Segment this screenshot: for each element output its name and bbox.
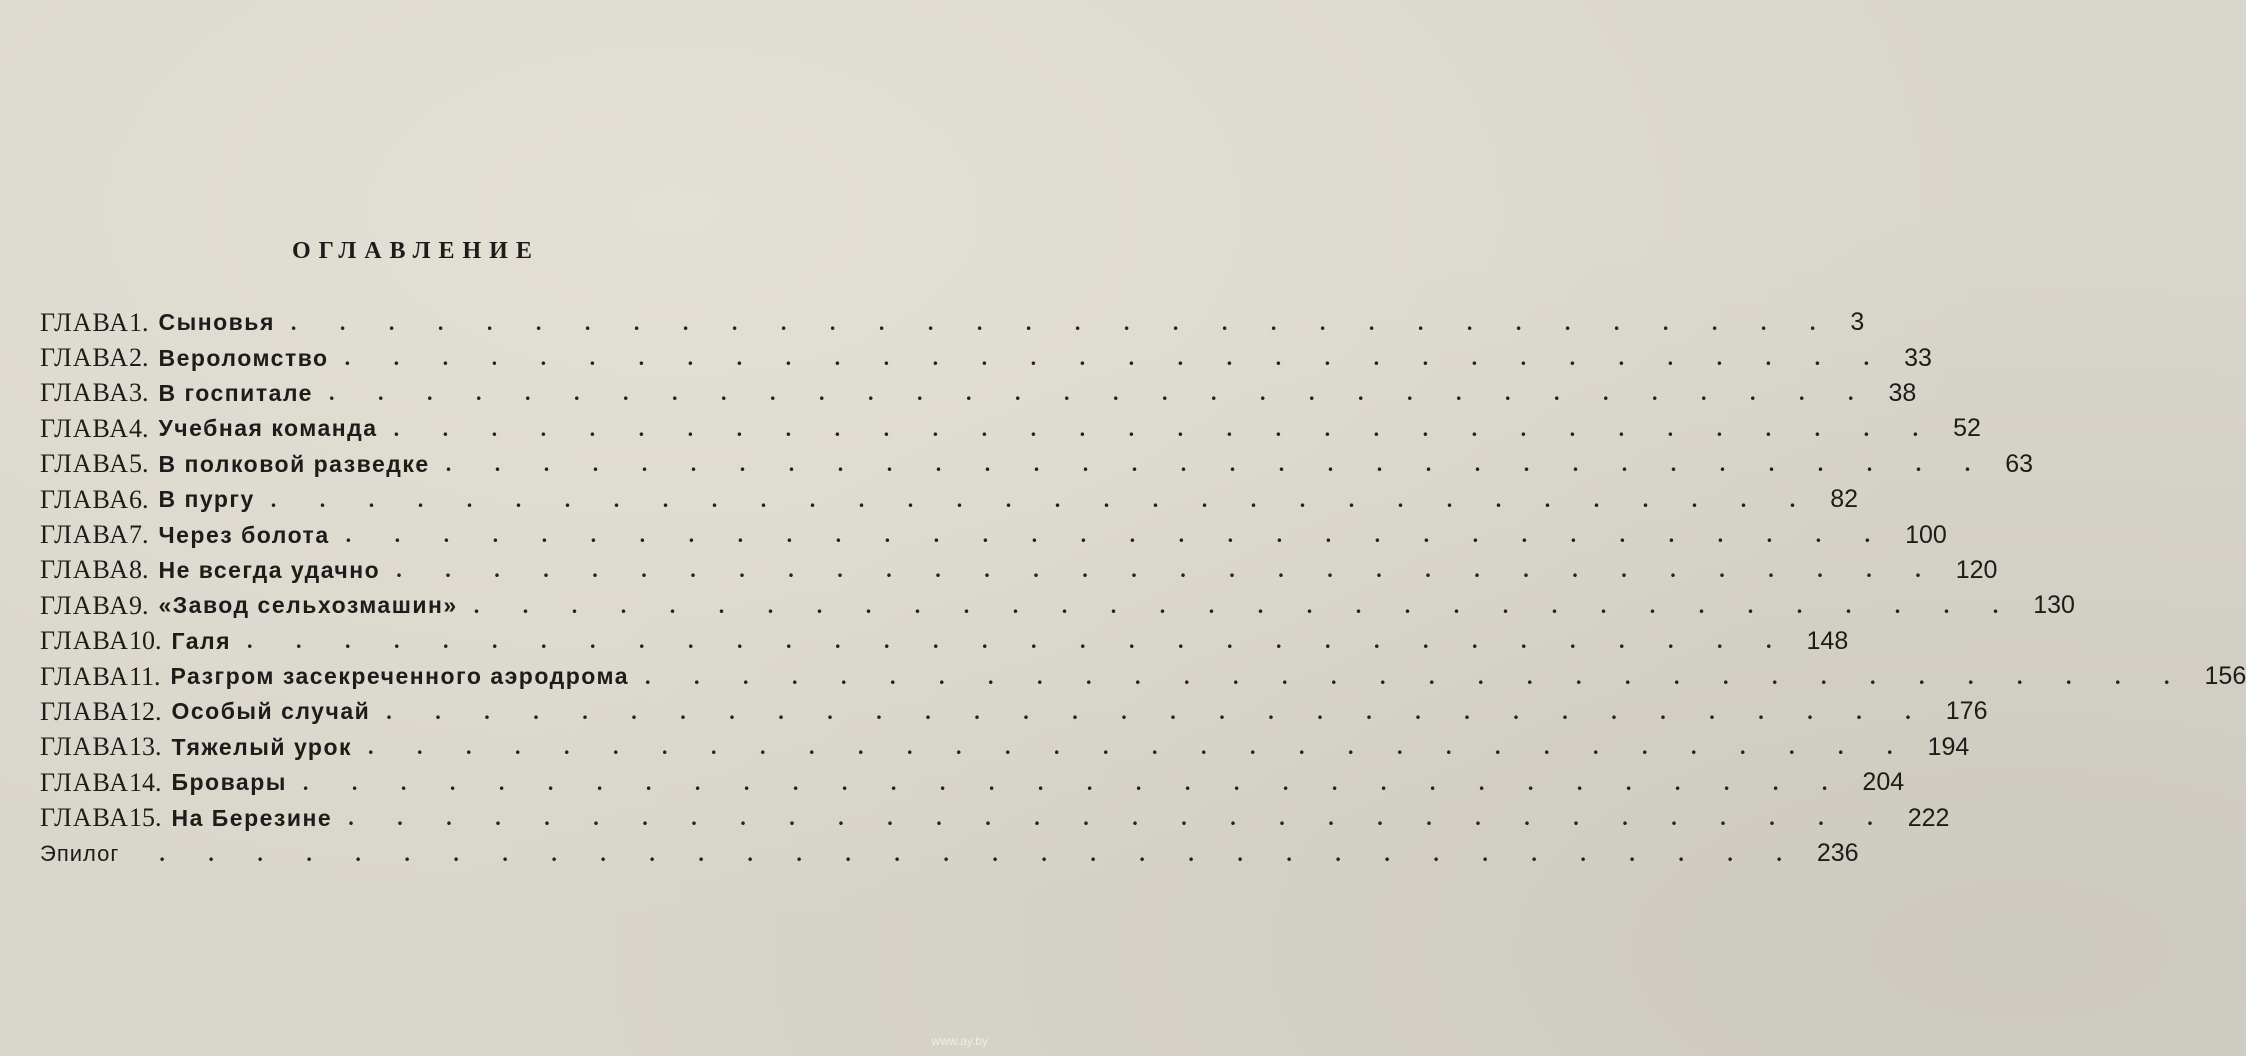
toc-entry	[40, 800, 1950, 835]
toc-entry	[40, 305, 1865, 340]
toc-entry	[40, 624, 1849, 659]
chapter-title: Тяжелый урок	[171, 733, 353, 760]
chapter-label: ГЛАВА	[40, 307, 129, 337]
chapter-label: ГЛАВА	[40, 661, 129, 691]
chapter-number: 1.	[128, 307, 149, 337]
toc-entry	[40, 482, 1859, 517]
chapter-number: 13.	[128, 732, 162, 762]
dot-leader: . . . . . . . . . . . . . . . . . . . . . . . . . . . . . . . .	[445, 451, 1990, 477]
chapter-label: ГЛАВА	[40, 696, 129, 726]
chapter-number: 4.	[128, 413, 149, 443]
dot-leader: . . . . . . . . . . . . . . . . . . . . . . . . . . . . . . . .	[396, 557, 1940, 583]
page-number: 52	[1953, 414, 1981, 443]
chapter-number: 12.	[128, 696, 162, 726]
page-number: 204	[1862, 768, 1905, 797]
chapter-number: 6.	[128, 484, 149, 514]
chapter-title: Вероломство	[158, 344, 329, 371]
page-number: 130	[2033, 591, 2075, 620]
toc-entry	[40, 411, 1981, 446]
toc-entry-epilogue	[40, 836, 1859, 871]
chapter-title: Особый случай	[171, 698, 371, 725]
page-number: 194	[1927, 732, 1970, 761]
dot-leader: . . . . . . . . . . . . . . . . . . . . . . . . . . . . . . . .	[386, 698, 1930, 724]
dot-leader: . . . . . . . . . . . . . . . . . . . . . . . . . . . . . . . .	[645, 663, 2189, 689]
toc-entry	[40, 340, 1932, 375]
dot-leader: . . . . . . . . . . . . . . . . . . . . . . . . . . . . . . . .	[302, 769, 1847, 795]
chapter-label: ГЛАВА	[40, 520, 129, 550]
chapter-title: Галя	[171, 627, 232, 654]
chapter-title: В пургу	[158, 486, 255, 513]
page-number: 156	[2204, 662, 2246, 691]
chapter-number: 15.	[128, 803, 162, 833]
dot-leader: . . . . . . . . . . . . . . . . . . . . . . . . . . . . . . . .	[290, 309, 1835, 335]
dot-leader: . . . . . . . . . . . . . . . . . . . . . . . . . . . . . . . . . .	[159, 840, 1801, 866]
table-of-contents	[40, 305, 2246, 871]
chapter-number: 9.	[128, 590, 149, 620]
chapter-number: 3.	[128, 378, 149, 408]
page-number: 222	[1907, 803, 1950, 832]
dot-leader: . . . . . . . . . . . . . . . . . . . . . . . . . . . . . . . .	[328, 380, 1873, 406]
page-number: 82	[1830, 485, 1859, 514]
toc-entry	[40, 447, 2034, 482]
toc-entry	[40, 376, 1917, 411]
page-number: 38	[1888, 378, 1917, 407]
page-number: 100	[1905, 520, 1947, 549]
toc-entry	[40, 694, 1988, 729]
chapter-label: ГЛАВА	[40, 413, 129, 443]
dot-leader: . . . . . . . . . . . . . . . . . . . . . . . . . . . . . . . .	[344, 345, 1889, 371]
page-number: 33	[1904, 343, 1932, 372]
chapter-title: Учебная команда	[158, 415, 378, 442]
toc-entry	[40, 588, 2075, 623]
toc-entry	[40, 730, 1970, 765]
chapter-label: ГЛАВА	[40, 555, 129, 585]
chapter-label: ГЛАВА	[40, 484, 129, 514]
chapter-label: ГЛАВА	[40, 343, 129, 373]
chapter-number: 8.	[128, 555, 149, 585]
chapter-label: ГЛАВА	[40, 590, 129, 620]
page-number: 120	[1955, 555, 1998, 584]
toc-entry	[40, 553, 1998, 588]
page-number: 176	[1945, 697, 1988, 726]
chapter-title: Через болота	[158, 521, 330, 548]
chapter-title: Не всегда удачно	[158, 556, 381, 583]
dot-leader: . . . . . . . . . . . . . . . . . . . . . . . . . . . . . . . .	[368, 734, 1912, 760]
chapter-number: 10.	[128, 626, 162, 656]
chapter-label: ГЛАВА	[40, 767, 129, 797]
chapter-title: На Березине	[171, 804, 333, 831]
contents-heading: ОГЛАВЛЕНИЕ	[292, 238, 540, 264]
chapter-title: «Завод сельхозмашин»	[158, 592, 458, 619]
watermark: www.ay.by	[931, 1034, 988, 1048]
dot-leader: . . . . . . . . . . . . . . . . . . . . . . . . . . . . . . . .	[247, 628, 1791, 654]
dot-leader: . . . . . . . . . . . . . . . . . . . . . . . . . . . . . . . .	[270, 486, 1815, 512]
chapter-title: Разгром засекреченного аэродрома	[170, 663, 630, 690]
chapter-number: 14.	[128, 767, 162, 797]
chapter-number: 11.	[128, 661, 161, 691]
page-number: 236	[1816, 839, 1859, 868]
toc-entry	[40, 765, 1905, 800]
chapter-label: ГЛАВА	[40, 626, 129, 656]
chapter-label: ГЛАВА	[40, 732, 129, 762]
chapter-number: 2.	[128, 343, 149, 373]
chapter-number: 7.	[128, 520, 149, 550]
chapter-title: В госпитале	[158, 379, 313, 406]
page-number: 148	[1806, 626, 1849, 655]
dot-leader: . . . . . . . . . . . . . . . . . . . . . . . . . . . . . . . .	[348, 805, 1892, 831]
dot-leader: . . . . . . . . . . . . . . . . . . . . . . . . . . . . . . . .	[345, 522, 1890, 548]
chapter-label: ГЛАВА	[40, 803, 129, 833]
epilogue-title: Эпилог	[40, 840, 120, 866]
toc-entry	[40, 659, 2246, 694]
chapter-label: ГЛАВА	[40, 449, 129, 479]
chapter-title: В полковой разведке	[158, 450, 430, 477]
dot-leader: . . . . . . . . . . . . . . . . . . . . . . . . . . . . . . . .	[473, 592, 2018, 618]
chapter-title: Сыновья	[158, 309, 275, 336]
chapter-title: Бровары	[171, 769, 287, 796]
chapter-label: ГЛАВА	[40, 378, 129, 408]
chapter-number: 5.	[128, 449, 149, 479]
toc-entry	[40, 517, 1947, 552]
page-number: 63	[2005, 449, 2034, 478]
dot-leader: . . . . . . . . . . . . . . . . . . . . . . . . . . . . . . . .	[393, 415, 1938, 441]
page-number: 3	[1850, 308, 1865, 337]
